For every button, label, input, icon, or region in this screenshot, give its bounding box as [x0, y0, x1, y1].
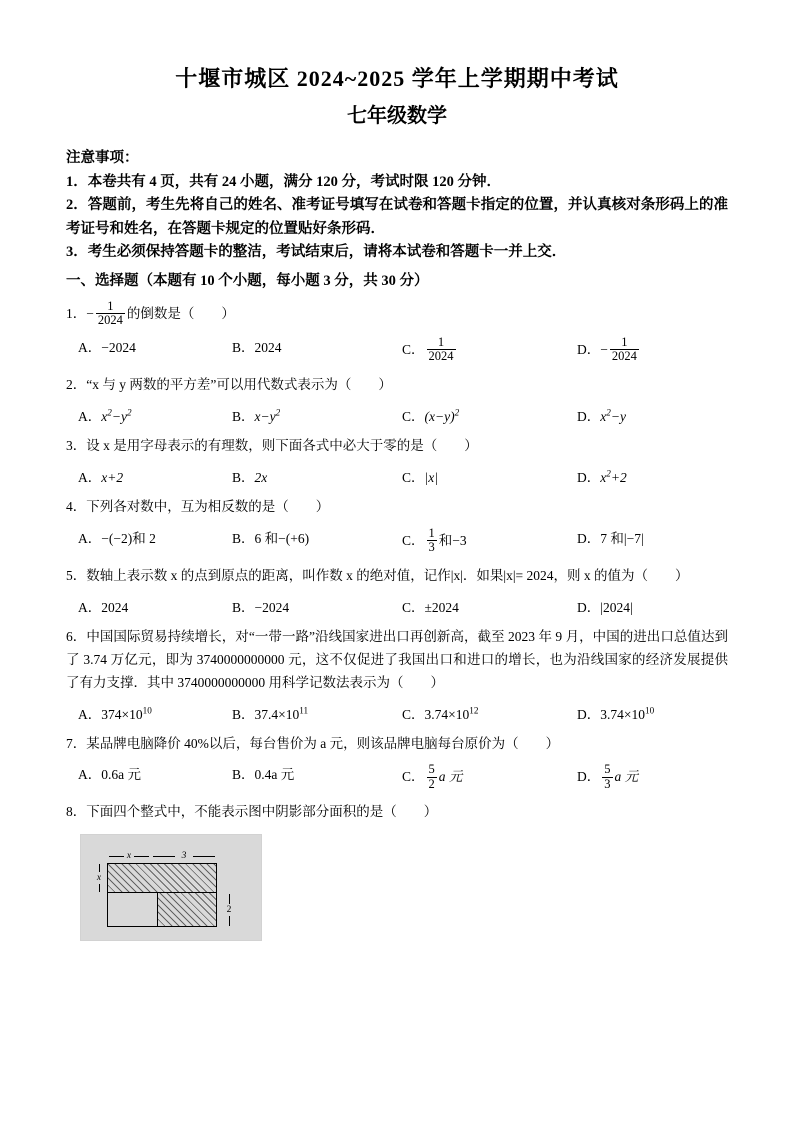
- option-fraction: [427, 336, 456, 364]
- option-text: 0.4a 元: [254, 767, 295, 783]
- option-text: 2024: [254, 339, 282, 355]
- question-5-option-c[interactable]: [402, 596, 577, 616]
- option-label: B．: [232, 408, 255, 424]
- option-fraction: [610, 336, 639, 364]
- question-2-stem: “x 与 y 两数的平方差”可以用代数式表示为（ ）: [86, 376, 392, 392]
- figure-top-dimensions: [107, 851, 217, 861]
- question-5-option-d[interactable]: [577, 596, 633, 616]
- question-6: [66, 626, 728, 695]
- option-text: $x-y^2$: [254, 407, 281, 424]
- question-8-stem: 下面四个整式中，不能表示图中阴影部分面积的是（ ）: [86, 804, 438, 820]
- option-fraction-denominator: 3: [604, 776, 611, 791]
- option-text: −(−2)和 2: [101, 530, 156, 546]
- option-text: 2024: [101, 599, 129, 615]
- option-fraction-denominator: 2024: [611, 349, 637, 364]
- question-2-option-d[interactable]: [577, 405, 626, 425]
- question-4-stem: 下列各对数中，互为相反数的是（ ）: [86, 498, 330, 514]
- option-fraction: [427, 527, 437, 555]
- figure-dim-left-x: x: [93, 863, 105, 893]
- question-7-option-a[interactable]: [78, 763, 232, 783]
- question-3-number: 3．: [66, 437, 87, 453]
- option-label: D．: [577, 769, 601, 785]
- option-fraction: [602, 763, 612, 791]
- option-fraction-numerator: 5: [604, 762, 611, 777]
- option-label: B．: [232, 530, 255, 546]
- option-fraction: [427, 763, 437, 791]
- option-fraction-denominator: 3: [428, 540, 435, 555]
- notice-item-3: 3．考生必须保持答题卡的整洁，考试结束后，请将本试卷和答题卡一并上交．: [66, 244, 567, 261]
- question-4-option-c[interactable]: [402, 527, 577, 555]
- question-7-option-b[interactable]: [232, 763, 402, 783]
- option-text: |2024|: [600, 599, 633, 615]
- question-4-option-a[interactable]: [78, 527, 232, 547]
- option-text: 6 和−(+6): [254, 530, 310, 546]
- option-text: a 元: [614, 769, 639, 785]
- question-6-option-a[interactable]: [78, 703, 232, 723]
- question-1-number: 1．: [66, 305, 87, 321]
- option-label: C．: [402, 408, 425, 424]
- option-label: C．: [402, 599, 425, 615]
- question-1-option-b[interactable]: [232, 336, 402, 356]
- option-text: 0.6a 元: [101, 767, 141, 783]
- figure-dim-3: 3: [151, 851, 217, 861]
- option-label: A．: [78, 767, 102, 783]
- option-label: C．: [402, 532, 425, 548]
- option-label: A．: [78, 469, 102, 485]
- question-1-options: [78, 336, 728, 364]
- option-label: B．: [232, 339, 255, 355]
- question-4: [66, 496, 728, 519]
- question-1-fraction: [96, 300, 125, 328]
- figure-shaded-region-bottom-right: [157, 893, 217, 927]
- option-label: D．: [577, 530, 601, 546]
- option-text: $3.74\times 10^{12}$: [424, 705, 479, 722]
- option-label: A．: [78, 530, 102, 546]
- figure-dim-x: x: [107, 851, 151, 861]
- option-fraction-numerator: 1: [427, 336, 456, 351]
- option-fraction-denominator: 2024: [428, 349, 454, 364]
- option-label: C．: [402, 341, 425, 357]
- option-text: a 元: [438, 769, 463, 785]
- option-text: $(x-y)^2$: [424, 407, 460, 424]
- page-title: 十堰市城区 2024~2025 学年上学期期中考试: [175, 66, 619, 91]
- question-3-stem: 设 x 是用字母表示的有理数，则下面各式中必大于零的是（ ）: [86, 437, 478, 453]
- question-1: [66, 300, 728, 328]
- option-text: x+2: [101, 469, 124, 485]
- question-3-option-a[interactable]: [78, 466, 232, 486]
- question-7-option-d[interactable]: [577, 763, 638, 791]
- option-label: C．: [402, 769, 425, 785]
- question-3-option-c[interactable]: [402, 466, 577, 486]
- question-1-prefix: −: [86, 305, 94, 321]
- question-2-options: [78, 405, 728, 425]
- option-text: −2024: [101, 339, 136, 355]
- page-subtitle: 七年级数学: [347, 105, 447, 127]
- question-2-option-a[interactable]: [78, 405, 232, 425]
- option-text: 2x: [254, 469, 268, 485]
- question-6-option-b[interactable]: [232, 703, 402, 723]
- question-8: [66, 801, 728, 824]
- question-5-option-b[interactable]: [232, 596, 402, 616]
- question-2: [66, 374, 728, 397]
- question-1-option-c[interactable]: [402, 336, 577, 364]
- question-5-option-a[interactable]: [78, 596, 232, 616]
- option-fraction-denominator: 2: [428, 776, 435, 791]
- question-7-number: 7．: [66, 735, 87, 751]
- question-3: [66, 435, 728, 458]
- question-5: [66, 565, 728, 588]
- question-1-option-d[interactable]: [577, 336, 641, 364]
- option-text: ±2024: [424, 599, 459, 615]
- question-6-stem: 中国国际贸易持续增长，对“一带一路”沿线国家进出口再创新高，截至 2023 年 9 月，中国的进出口总值达到了 3.74 万亿元，即为 3740000000000 元，这不仅促进了我国出口和进口的增长，也为沿线国家的经济发展提供了有力支撑．其中 3740000000000 用科学记数法表示为（ ）: [66, 628, 729, 690]
- option-label: C．: [402, 706, 425, 722]
- question-7-option-c[interactable]: [402, 763, 577, 791]
- question-8-figure: [80, 834, 262, 941]
- question-5-number: 5．: [66, 567, 87, 583]
- option-label: A．: [78, 706, 102, 722]
- option-text: $x^2+2$: [600, 468, 627, 485]
- question-5-options: [78, 596, 728, 616]
- option-text: |x|: [424, 469, 438, 485]
- question-6-option-c[interactable]: [402, 703, 577, 723]
- option-text: $37.4\times 10^{11}$: [254, 705, 309, 722]
- question-1-suffix: 的倒数是（ ）: [126, 305, 235, 321]
- option-label: A．: [78, 599, 102, 615]
- question-2-number: 2．: [66, 376, 87, 392]
- notice-item-2: 2．答题前，考生先将自己的姓名、准考证号填写在试卷和答题卡指定的位置，并认真核对条形码上的准考证号和姓名，在答题卡规定的位置贴好条形码．: [66, 197, 728, 237]
- option-text: $x^2-y$: [600, 407, 626, 424]
- question-3-option-b[interactable]: [232, 466, 402, 486]
- option-label: A．: [78, 339, 102, 355]
- option-label: C．: [402, 469, 425, 485]
- option-label: B．: [232, 706, 255, 722]
- option-label: D．: [577, 469, 601, 485]
- option-text: $x^2-y^2$: [101, 407, 132, 424]
- option-text: 和−3: [438, 532, 467, 548]
- question-5-stem: 数轴上表示数 x 的点到原点的距离，叫作数 x 的绝对值，记作|x|．如果|x|= 2024，则 x 的值为（ ）: [86, 567, 689, 583]
- figure-shaded-region-top: [107, 863, 217, 893]
- question-1-option-a[interactable]: [78, 336, 232, 356]
- option-label: D．: [577, 341, 601, 357]
- option-label: D．: [577, 408, 601, 424]
- question-4-options: [78, 527, 728, 555]
- section-heading-choice: 一、选择题（本题有 10 个小题，每小题 3 分，共 30 分）: [66, 272, 429, 289]
- option-label: D．: [577, 706, 601, 722]
- option-label: D．: [577, 599, 601, 615]
- option-text: 7 和|−7|: [600, 530, 644, 546]
- question-7-options: [78, 763, 728, 791]
- question-6-option-d[interactable]: [577, 703, 654, 723]
- question-3-option-d[interactable]: [577, 466, 627, 486]
- figure-dim-right-2: 2: [223, 893, 235, 927]
- question-8-number: 8．: [66, 804, 87, 820]
- question-4-option-d[interactable]: [577, 527, 644, 547]
- option-text: −2024: [254, 599, 290, 615]
- question-3-options: [78, 466, 728, 486]
- question-1-fraction-numerator: 1: [96, 300, 125, 315]
- question-2-option-b[interactable]: [232, 405, 402, 425]
- question-6-options: [78, 703, 728, 723]
- option-fraction-numerator: 1: [610, 336, 639, 351]
- question-7-stem: 某品牌电脑降价 40%以后，每台售价为 a 元，则该品牌电脑每台原价为（ ）: [86, 735, 560, 751]
- question-4-option-b[interactable]: [232, 527, 402, 547]
- notice-item-1: 1．本卷共有 4 页，共有 24 小题，满分 120 分，考试时限 120 分钟．: [66, 174, 501, 190]
- option-label: B．: [232, 767, 255, 783]
- question-7: [66, 733, 728, 756]
- option-text: $3.74\times 10^{10}$: [600, 705, 655, 722]
- question-6-number: 6．: [66, 628, 87, 644]
- question-4-number: 4．: [66, 498, 87, 514]
- option-label: B．: [232, 469, 255, 485]
- option-fraction-numerator: 1: [428, 525, 435, 540]
- question-2-option-c[interactable]: [402, 405, 577, 425]
- option-fraction-numerator: 5: [428, 762, 435, 777]
- option-label: A．: [78, 408, 102, 424]
- option-label: B．: [232, 599, 255, 615]
- option-text: $374\times 10^{10}$: [101, 705, 152, 722]
- question-1-fraction-denominator: 2024: [97, 313, 123, 328]
- option-sign: −: [600, 341, 608, 357]
- notice-heading: 注意事项：: [66, 150, 139, 166]
